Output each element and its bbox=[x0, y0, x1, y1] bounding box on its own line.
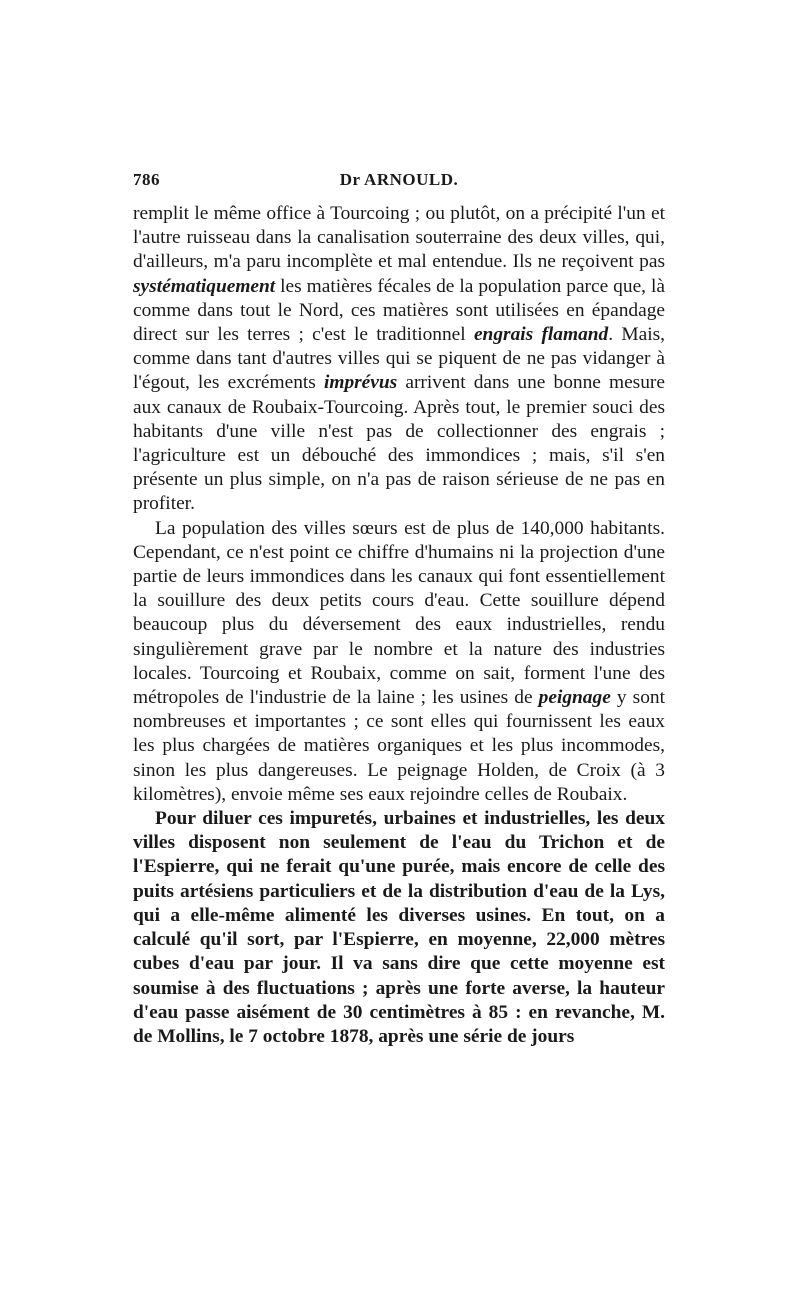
book-page bbox=[133, 166, 665, 1049]
paragraph-1 bbox=[133, 202, 665, 517]
text-run: Pour diluer ces impuretés, urbaines et industrielles, les deux villes disposent non seulement de l'eau du Trichon et de l'Espierre, qui ne ferait qu'une purée, mais encore de celle des puits artésiens particuliers et de la distribution d'eau de la Lys, qui a elle-même alimenté les diverses usines. En tout, on a calculé qu'il sort, par l'Espierre, en moyenne, 22,000 mètres cubes d'eau par jour. Il va sans dire que cette moyenne est soumise à des fluctuations ; après une forte averse, la hauteur d'eau passe aisément de 30 centimètres à 85 : en revanche, M. de Mollins, le 7 octobre 1878, après une série de jours bbox=[133, 808, 665, 1047]
italic-term: engrais flamand bbox=[473, 324, 609, 346]
italic-term: systématiquement bbox=[133, 275, 276, 297]
text-run: La population des villes sœurs est de plus de 140,000 habitants. Cependant, ce n'est point ce chiffre d'humains ni la projection d'une partie de leurs immondices dans les canaux qui font essentiellement la souillure des deux petits cours d'eau. Cette souillure dépend beaucoup plus du déversement des eaux industrielles, rendu singulièrement grave par le nombre et la nature des industries locales. Tourcoing et Roubaix, comme on sait, forment l'une des métropoles de l'industrie de la laine ; les usines de bbox=[133, 517, 665, 709]
italic-term: peignage bbox=[538, 687, 611, 709]
text-run: les matières fécales de la population parce que, là comme dans tout le Nord, ces matières sont utilisées en épandage direct sur les terres ; c'est le traditionnel bbox=[133, 275, 665, 346]
text-run: arrivent dans une bonne mesure aux canaux de Roubaix-Tourcoing. Après tout, le premier souci des habitants d'une ville n'est pas de collectionner des engrais ; l'agriculture est un débouché des immondices ; mais, s'il s'en présente un plus simple, on n'a pas de raison sérieuse de ne pas en profiter. bbox=[133, 372, 665, 515]
body-text bbox=[133, 202, 665, 1049]
text-run: . Mais, comme dans tant d'autres villes qui se piquent de ne pas vidanger à l'égout, les excréments bbox=[133, 324, 666, 394]
paragraph-2 bbox=[133, 517, 665, 807]
page-number: 786 bbox=[133, 170, 160, 189]
text-run: remplit le même office à Tourcoing ; ou plutôt, on a précipité l'un et l'autre ruisseau dans la canalisation souterraine des deux villes, qui, d'ailleurs, m'a paru incomplète et mal entendue. Ils ne reçoivent pas bbox=[133, 203, 665, 273]
text-run: y sont nombreuses et importantes ; ce sont elles qui fournissent les eaux les plus chargées de matières organiques et les plus incommodes, sinon les plus dangereuses. Le peignage Holden, de Croix (à 3 kilomètres), envoie même ses eaux rejoindre celles de Roubaix. bbox=[133, 687, 665, 805]
running-title: Dr ARNOULD. bbox=[339, 170, 459, 189]
italic-term: imprévus bbox=[323, 372, 398, 394]
running-head bbox=[133, 166, 665, 196]
paragraph-3 bbox=[133, 807, 665, 1049]
